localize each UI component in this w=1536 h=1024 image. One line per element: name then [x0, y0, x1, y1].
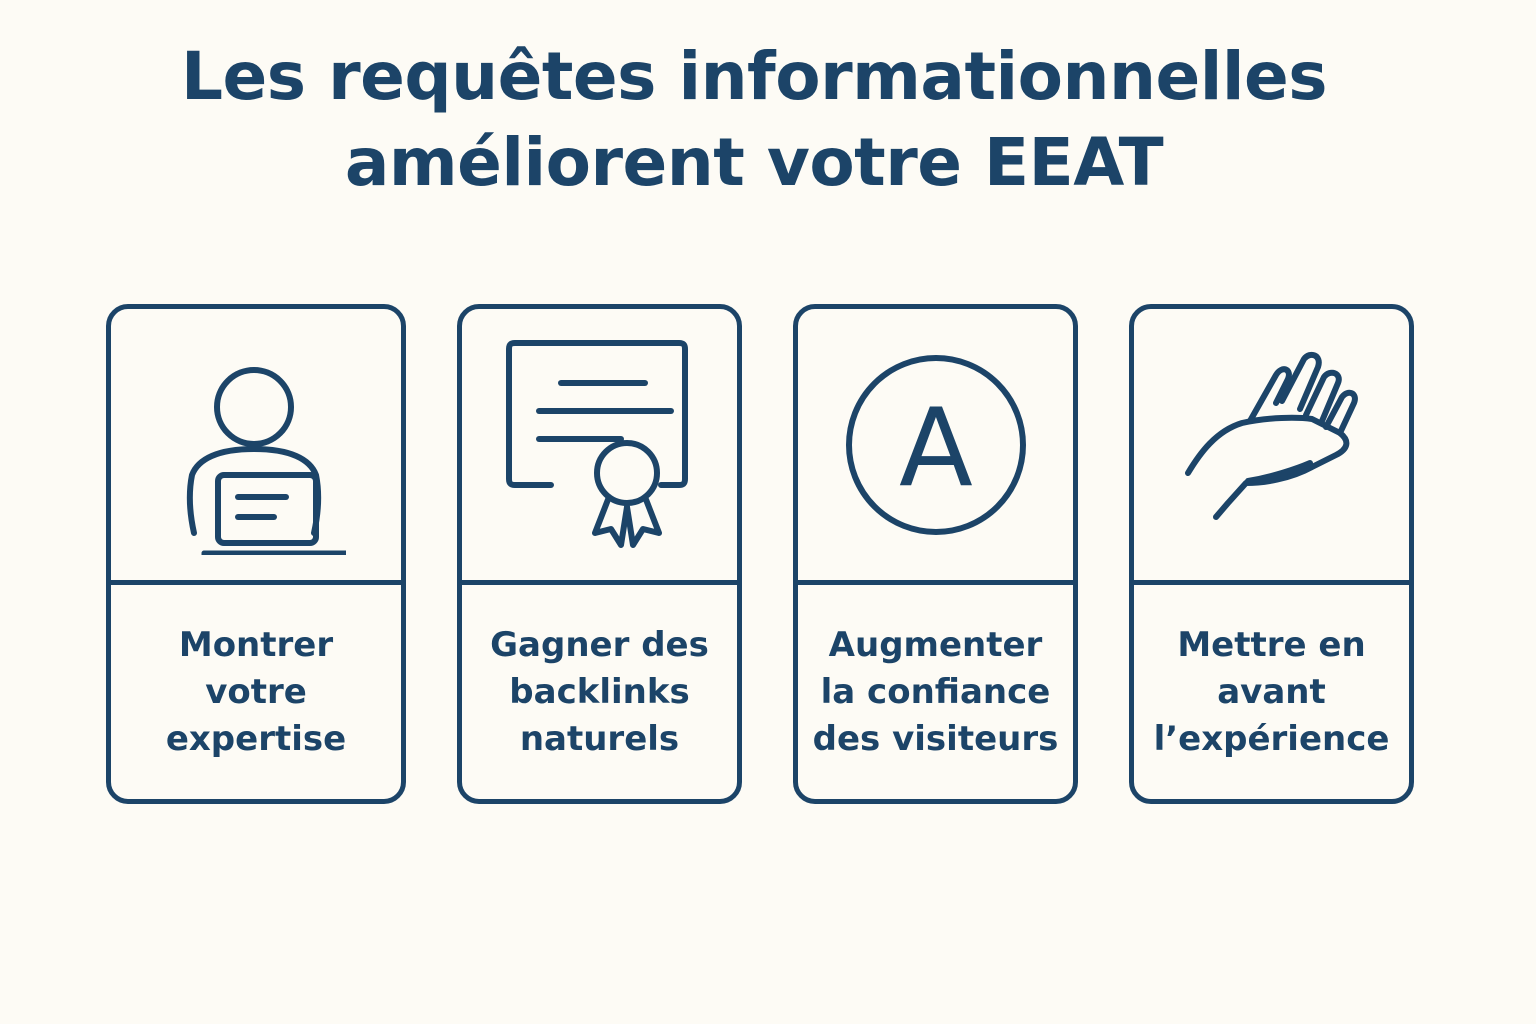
title-line-1: Les requêtes informationnelles	[180, 38, 1328, 115]
icon-letter: A	[898, 386, 973, 511]
certificate-icon	[462, 309, 737, 581]
card-confiance	[793, 304, 1078, 804]
card-backlinks	[457, 304, 742, 804]
card-label: Augmenter la confiance des visiteurs	[812, 624, 1059, 759]
title-line-2: améliorent votre EEAT	[344, 124, 1164, 201]
card-label: Gagner des backlinks naturels	[490, 624, 709, 759]
card-experience	[1129, 304, 1414, 804]
letter-a-circle-icon	[798, 309, 1073, 581]
person-laptop-icon	[111, 309, 401, 581]
card-label: Mettre en avant l’expérience	[1153, 624, 1390, 759]
card-expertise	[106, 304, 406, 804]
open-hand-icon	[1134, 309, 1409, 581]
card-label: Montrer votre expertise	[165, 624, 347, 759]
page-title	[0, 34, 1508, 206]
